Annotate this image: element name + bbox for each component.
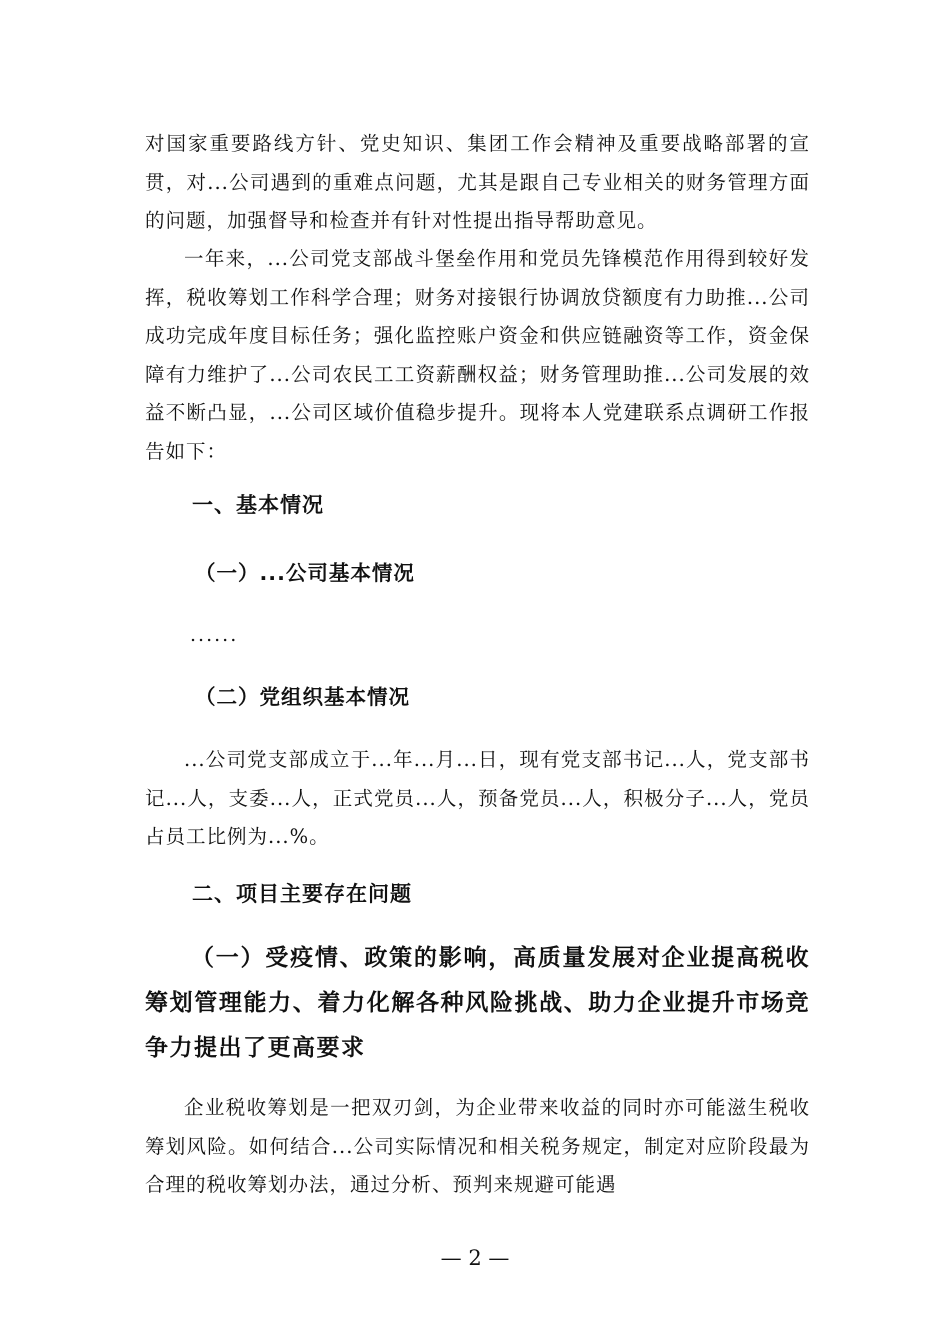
heading-basic-situation: 一、基本情况 <box>192 493 324 517</box>
heading-party-basic: （二）党组织基本情况 <box>195 685 410 709</box>
paragraph-intro-continuation: 对国家重要路线方针、党史知识、集团工作会精神及重要战略部署的宣贯，对...公司遇到的重难点问题，尤其是跟自己专业相关的财务管理方面的问题，加强督导和检查并有针对性提出指导帮助意见。 <box>145 132 810 232</box>
heading-main-problems: 二、项目主要存在问题 <box>192 882 412 906</box>
paragraph-placeholder-dots: ...... <box>190 624 239 646</box>
paragraph-year-summary: 一年来，...公司党支部战斗堡垒作用和党员先锋模范作用得到较好发挥，税收筹划工作科学合理；财务对接银行协调放贷额度有力助推...公司成功完成年度目标任务；强化监控账户资金和供应链融资等工作，资金保障有力维护了...公司农民工工资薪酬权益；财务管理助推...公司发展的效益不断凸显，...公司区域价值稳步提升。现将本人党建联系点调研工作报告如下： <box>145 247 810 463</box>
page-number: — 2 — <box>440 1246 510 1270</box>
paragraph-party-members: ...公司党支部成立于...年...月...日，现有党支部书记...人，党支部书记...人，支委...人，正式党员...人，预备党员...人，积极分子...人，党员占员工比例为...%。 <box>145 748 810 848</box>
heading-company-basic: （一）...公司基本情况 <box>195 561 415 585</box>
heading-problem-one: （一）受疫情、政策的影响，高质量发展对企业提高税收筹划管理能力、着力化解各种风险挑战、助力企业提升市场竞争力提出了更高要求 <box>145 945 810 1061</box>
paragraph-tax-planning: 企业税收筹划是一把双刃剑，为企业带来收益的同时亦可能滋生税收筹划风险。如何结合...公司实际情况和相关税务规定，制定对应阶段最为合理的税收筹划办法，通过分析、预判来规避可能遇 <box>145 1096 810 1196</box>
